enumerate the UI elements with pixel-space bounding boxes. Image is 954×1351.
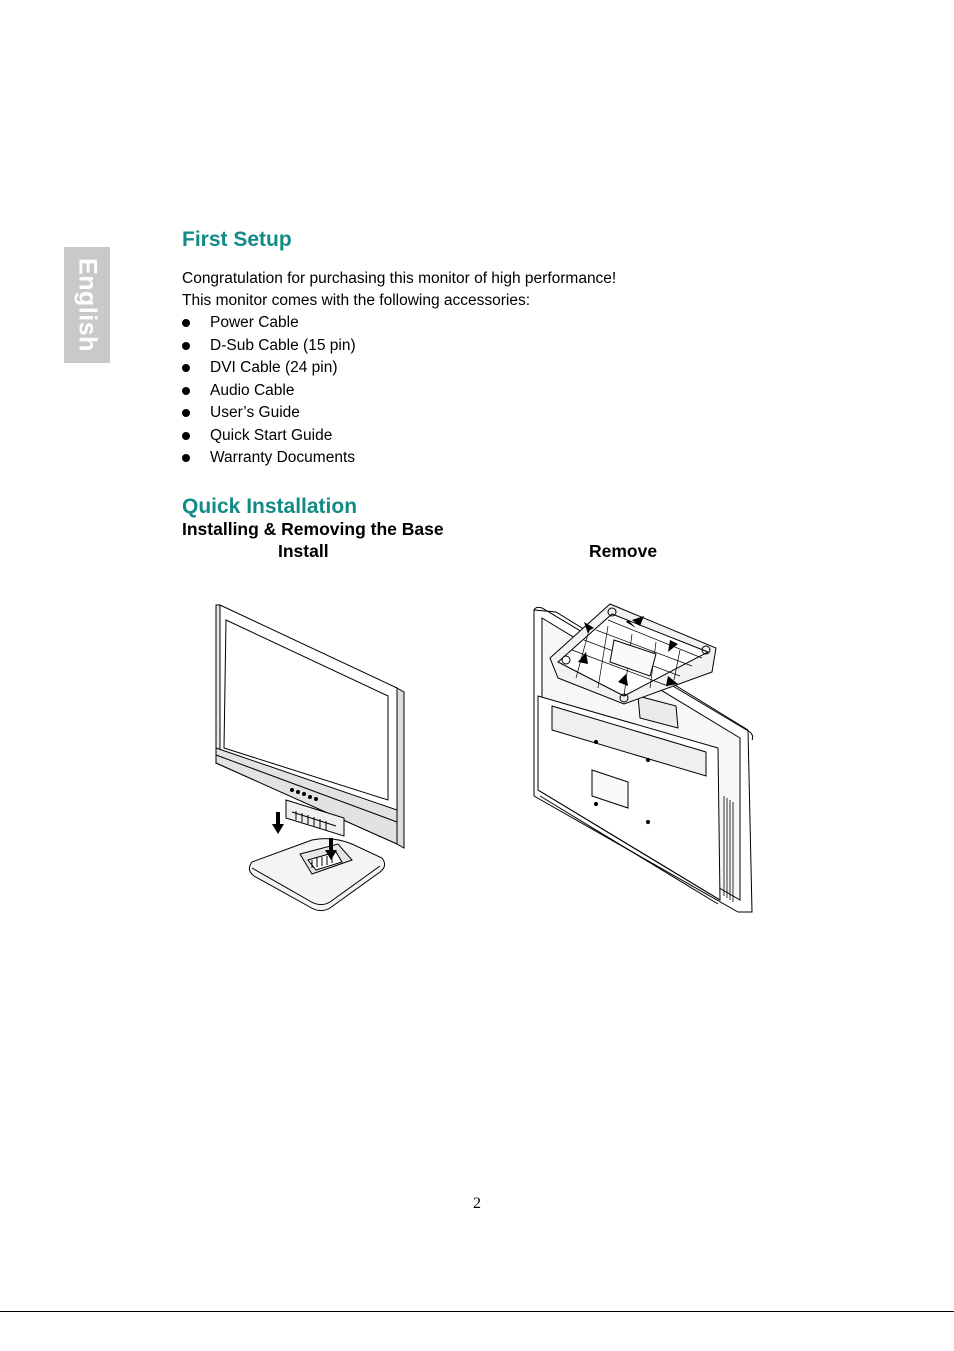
install-label: Install [278, 541, 329, 561]
bullet-icon [182, 342, 190, 350]
quick-installation-heading: Quick Installation [182, 495, 358, 518]
bullet-icon [182, 387, 190, 395]
intro-line-1: Congratulation for purchasing this monitor of high performance! [182, 270, 617, 287]
language-label: English [73, 258, 102, 352]
language-side-tab [64, 247, 110, 363]
bullet-icon [182, 454, 190, 462]
page-number: 2 [473, 1195, 481, 1212]
remove-label: Remove [589, 541, 658, 561]
base-subheading: Installing & Removing the Base [182, 519, 444, 539]
bullet-icon [182, 432, 190, 440]
intro-line-2: This monitor comes with the following accessories: [182, 292, 531, 309]
bullet-icon [182, 319, 190, 327]
first-setup-heading: First Setup [182, 228, 292, 251]
bottom-rule [0, 1311, 954, 1312]
install-illustration [212, 600, 412, 915]
bullet-icon [182, 364, 190, 372]
bullet-icon [182, 409, 190, 417]
remove-illustration [528, 600, 760, 915]
